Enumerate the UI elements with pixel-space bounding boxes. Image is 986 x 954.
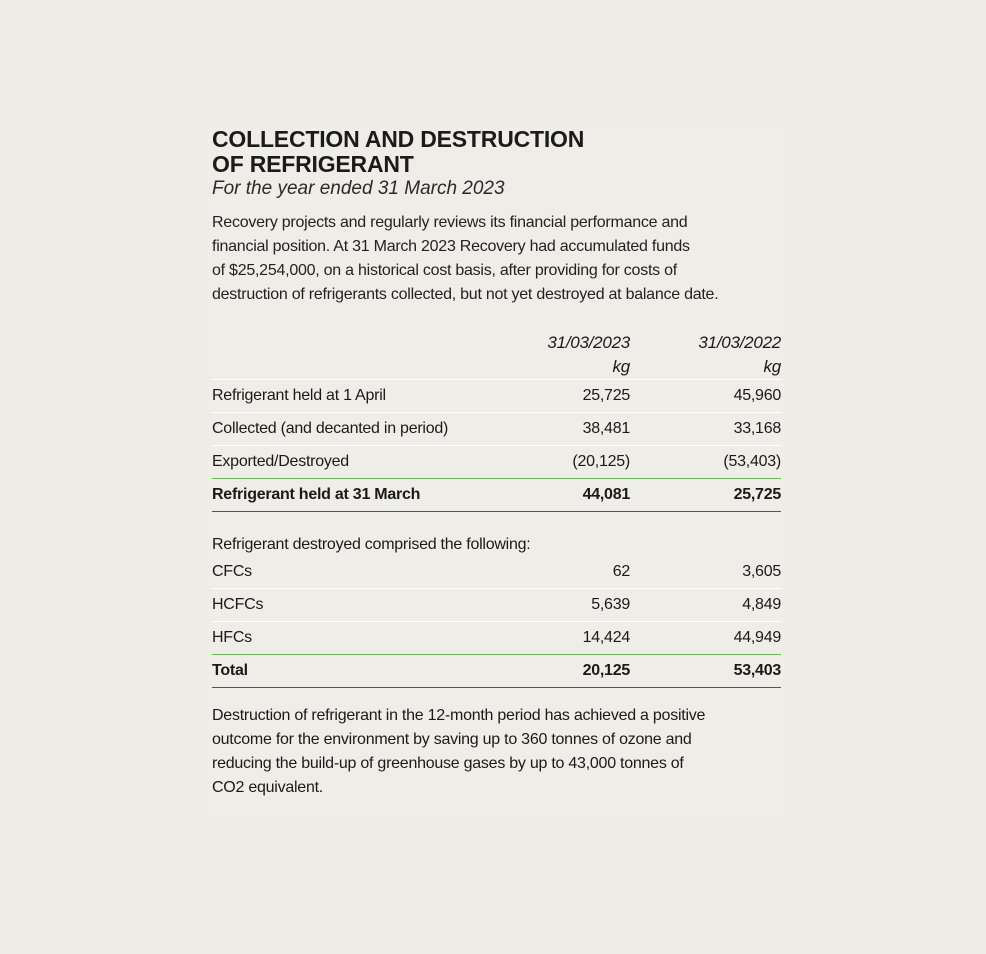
- page-subtitle: For the year ended 31 March 2023: [212, 178, 505, 199]
- table-row: [212, 380, 781, 413]
- row-value-2023: 14,424: [480, 622, 630, 655]
- row-label: Refrigerant held at 1 April: [212, 380, 480, 413]
- row-value-2023: (20,125): [480, 446, 630, 479]
- destroyed-section-label: Refrigerant destroyed comprised the following:: [212, 536, 531, 553]
- total-label: Refrigerant held at 31 March: [212, 479, 480, 512]
- row-value-2023: 38,481: [480, 413, 630, 446]
- table-row: [212, 446, 781, 479]
- intro-paragraph: [212, 211, 781, 307]
- row-label: Collected (and decanted in period): [212, 413, 480, 446]
- col-unit-2023: kg: [480, 355, 630, 380]
- row-value-2023: 25,725: [480, 380, 630, 413]
- table-row: [212, 413, 781, 446]
- title-line-1: COLLECTION AND DESTRUCTION: [212, 126, 585, 152]
- closing-paragraph: [212, 704, 781, 800]
- row-value-2023: 5,639: [480, 589, 630, 622]
- page-title: [212, 127, 781, 177]
- col-header-2022: 31/03/2022: [698, 333, 781, 352]
- document-content: [212, 127, 781, 800]
- row-value-2022: 4,849: [630, 589, 781, 622]
- refrigerant-destroyed-table: [212, 556, 781, 688]
- closing-line: reducing the build-up of greenhouse gases by up to 43,000 tonnes of: [212, 755, 684, 772]
- row-value-2022: 33,168: [630, 413, 781, 446]
- row-label: HFCs: [212, 622, 480, 655]
- intro-line: of $25,254,000, on a historical cost basis, after providing for costs of: [212, 262, 677, 279]
- row-label: CFCs: [212, 556, 480, 589]
- closing-line: outcome for the environment by saving up to 360 tonnes of ozone and: [212, 731, 692, 748]
- title-line-2: OF REFRIGERANT: [212, 151, 414, 177]
- row-value-2022: 44,949: [630, 622, 781, 655]
- intro-line: destruction of refrigerants collected, but not yet destroyed at balance date.: [212, 286, 719, 303]
- intro-line: Recovery projects and regularly reviews its financial performance and: [212, 214, 688, 231]
- table-row: [212, 622, 781, 655]
- row-value-2023: 62: [480, 556, 630, 589]
- table-header-row: [212, 331, 781, 355]
- closing-line: CO2 equivalent.: [212, 779, 323, 796]
- table-total-row: [212, 655, 781, 688]
- row-label: Exported/Destroyed: [212, 446, 480, 479]
- row-label: HCFCs: [212, 589, 480, 622]
- col-unit-2022: kg: [630, 355, 781, 380]
- total-value-2023: 44,081: [480, 479, 630, 512]
- closing-line: Destruction of refrigerant in the 12-month period has achieved a positive: [212, 707, 706, 724]
- table-total-row: [212, 479, 781, 512]
- table-row: [212, 556, 781, 589]
- total-value-2022: 53,403: [630, 655, 781, 688]
- col-header-2023: 31/03/2023: [547, 333, 630, 352]
- intro-line: financial position. At 31 March 2023 Recovery had accumulated funds: [212, 238, 690, 255]
- table-unit-row: [212, 355, 781, 380]
- table-row: [212, 589, 781, 622]
- total-value-2023: 20,125: [480, 655, 630, 688]
- total-value-2022: 25,725: [630, 479, 781, 512]
- total-label: Total: [212, 655, 480, 688]
- row-value-2022: 45,960: [630, 380, 781, 413]
- row-value-2022: 3,605: [630, 556, 781, 589]
- refrigerant-held-table: [212, 331, 781, 512]
- row-value-2022: (53,403): [630, 446, 781, 479]
